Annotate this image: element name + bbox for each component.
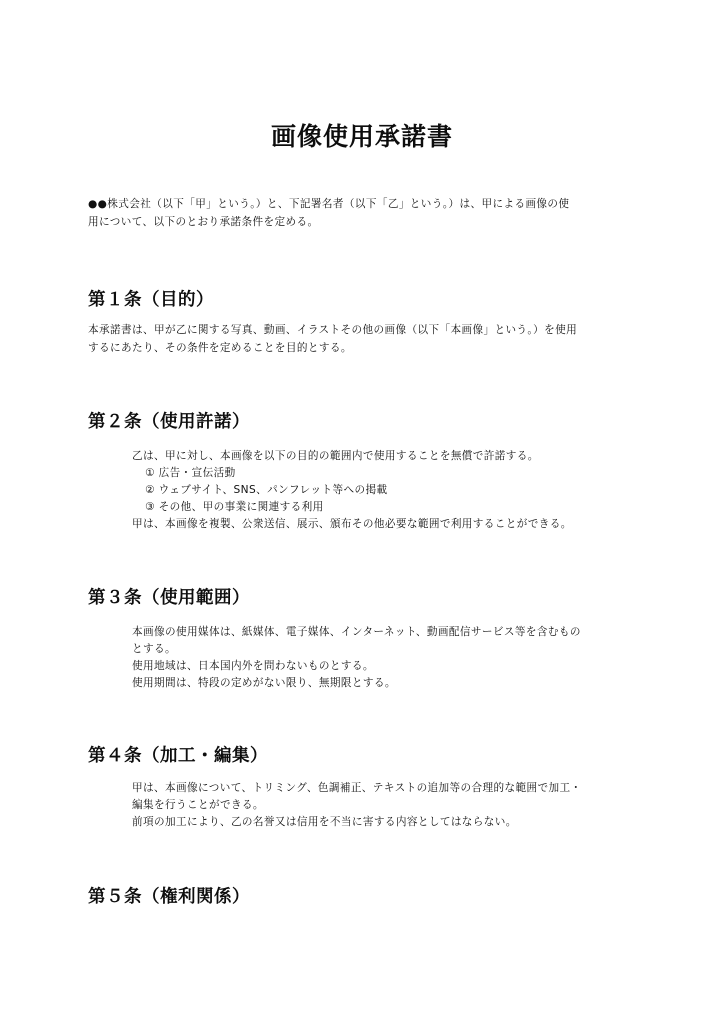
article-4-line: 編集を行うことができる。: [132, 799, 264, 811]
article-2-body: [132, 448, 642, 533]
article-2-line: 乙は、甲に対し、本画像を以下の目的の範囲内で使用することを無償で許諾する。: [132, 450, 539, 462]
article-4-line: 前項の加工により、乙の名誉又は信用を不当に害する内容としてはならない。: [132, 816, 517, 828]
article-2-line: 甲は、本画像を複製、公衆送信、展示、頒布その他必要な範囲で利用することができる。: [132, 518, 572, 530]
article-1-line: 本承諾書は、甲が乙に関する写真、動画、イラストその他の画像（以下「本画像」という。）を使用: [88, 324, 578, 336]
article-3-body: [132, 624, 642, 692]
article-1-body: [88, 321, 648, 357]
document-title: 画像使用承諾書: [270, 122, 453, 151]
article-3-line: 使用地域は、日本国内外を問わないものとする。: [132, 660, 374, 672]
intro-line: 用について、以下のとおり承諾条件を定める。: [88, 216, 319, 228]
intro-line: ●●株式会社（以下「甲」という。）と、下記署名者（以下「乙」という。）は、甲による画像の使: [88, 198, 570, 210]
article-4-heading: 第４条（加工・編集）: [88, 746, 268, 766]
article-2-list-item-3: ③ その他、甲の事業に関連する利用: [145, 501, 324, 513]
article-3-line: 本画像の使用媒体は、紙媒体、電子媒体、インターネット、動画配信サービス等を含むもの: [132, 626, 581, 638]
article-1-line: するにあたり、その条件を定めることを目的とする。: [88, 342, 352, 354]
article-5-heading: 第５条（権利関係）: [88, 887, 250, 907]
article-4-line: 甲は、本画像について、トリミング、色調補正、テキストの追加等の合理的な範囲で加工・: [132, 782, 582, 794]
article-2-list-item-1: ① 広告・宣伝活動: [145, 467, 236, 479]
article-3-heading: 第３条（使用範囲）: [88, 588, 250, 608]
intro-paragraph: [88, 195, 648, 231]
article-3-line: 使用期間は、特段の定めがない限り、無期限とする。: [132, 677, 396, 689]
article-3-line: とする。: [132, 643, 176, 655]
article-2-heading: 第２条（使用許諾）: [88, 412, 250, 432]
article-4-body: [132, 780, 642, 831]
article-2-list-item-2: ② ウェブサイト、SNS、パンフレット等への掲載: [145, 484, 388, 496]
article-1-heading: 第１条（目的）: [88, 290, 214, 310]
